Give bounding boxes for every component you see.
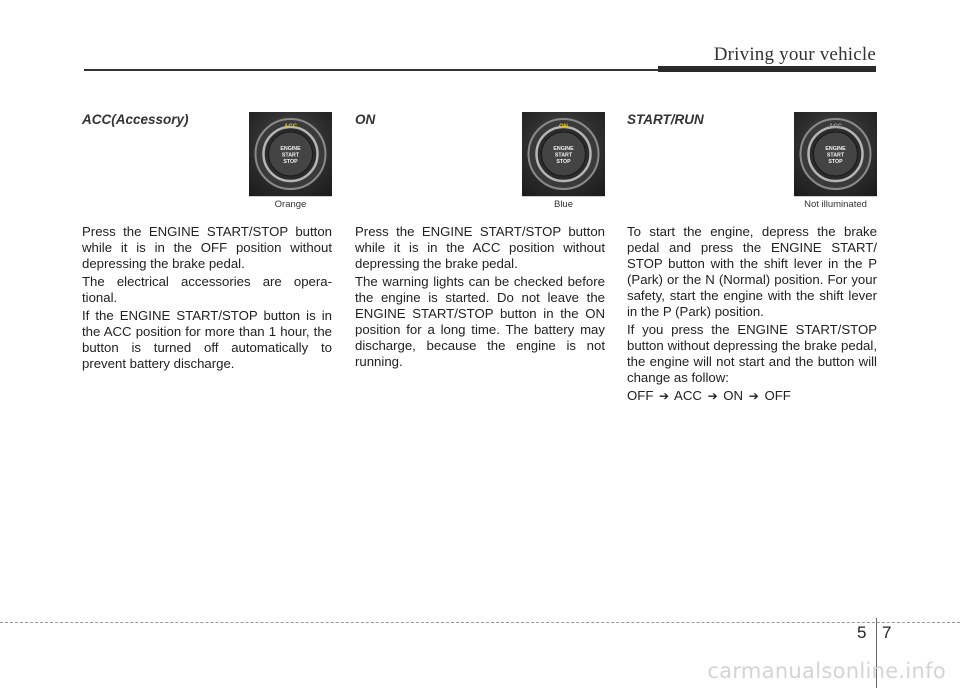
section-body-on — [355, 224, 605, 372]
section-heading-start-run: START/RUN — [627, 112, 704, 127]
button-face-label: START — [281, 152, 300, 159]
state-off-final: OFF — [764, 388, 791, 403]
button-face-label: STOP — [556, 159, 571, 165]
paragraph: The electrical accessories are opera-tional. — [82, 274, 332, 305]
photo-caption-on: Blue — [522, 196, 605, 212]
arrow-right-icon: ➔ — [748, 389, 759, 403]
section-body-acc — [82, 224, 332, 374]
arrow-right-icon: ➔ — [659, 389, 670, 403]
button-face-label: START — [826, 152, 845, 159]
header-rule-accent — [658, 66, 876, 72]
section-number: 5 — [857, 623, 867, 642]
photo-caption-start-run: Not illuminated — [794, 196, 877, 212]
start-stop-button-graphic — [249, 112, 332, 196]
state-off: OFF — [627, 388, 654, 403]
button-face-label: START — [554, 152, 573, 159]
arrow-right-icon: ➔ — [707, 389, 718, 403]
button-state-sequence — [627, 388, 877, 404]
paragraph: If you press the ENGINE START/STOP button without depressing the brake pedal, the engine will not start and the button will change as follow: — [627, 322, 877, 385]
page-number: 7 — [882, 623, 892, 642]
paragraph: To start the engine, depress the brake pedal and press the ENGINE START/ STOP button with the shift lever in the P (Park) or the N (Normal) position. For your safety, start the engine with the shift lever in the P (Park) position. — [627, 224, 877, 319]
button-face-label: ENGINE — [825, 146, 846, 152]
watermark: carmanualsonline.info — [707, 659, 946, 683]
paragraph: Press the ENGINE START/STOP button while it is in the OFF position without depressing the brake pedal. — [82, 224, 332, 271]
start-stop-button-graphic — [522, 112, 605, 196]
section-heading-acc: ACC(Accessory) — [82, 112, 189, 127]
button-ring-label: ACC — [284, 124, 297, 130]
button-ring-label: ON — [559, 124, 568, 130]
state-acc: ACC — [674, 388, 702, 403]
state-on: ON — [723, 388, 744, 403]
start-stop-button-graphic — [794, 112, 877, 196]
header-rule — [84, 69, 660, 71]
button-face-label: STOP — [828, 159, 843, 165]
button-face-label: STOP — [283, 159, 298, 165]
button-photo-start-run — [794, 112, 877, 196]
paragraph: If the ENGINE START/STOP button is in the ACC position for more than 1 hour, the button is turned off automatically to prevent battery discharge. — [82, 308, 332, 371]
photo-caption-acc: Orange — [249, 196, 332, 212]
paragraph: Press the ENGINE START/STOP button while it is in the ACC position without depressing the brake pedal. — [355, 224, 605, 271]
button-ring-label: ACC — [829, 124, 842, 130]
page-header-title: Driving your vehicle — [713, 44, 876, 65]
button-face-label: ENGINE — [553, 146, 574, 152]
button-photo-acc — [249, 112, 332, 196]
paragraph: The warning lights can be checked before the engine is started. Do not leave the ENGINE START/STOP button in the ON position for a long time. The battery may discharge, because the engine is not running. — [355, 274, 605, 369]
button-face-label: ENGINE — [280, 146, 301, 152]
footer-dashed-rule — [0, 622, 960, 623]
section-body-start-run — [627, 224, 877, 406]
section-heading-on: ON — [355, 112, 376, 127]
button-photo-on — [522, 112, 605, 196]
